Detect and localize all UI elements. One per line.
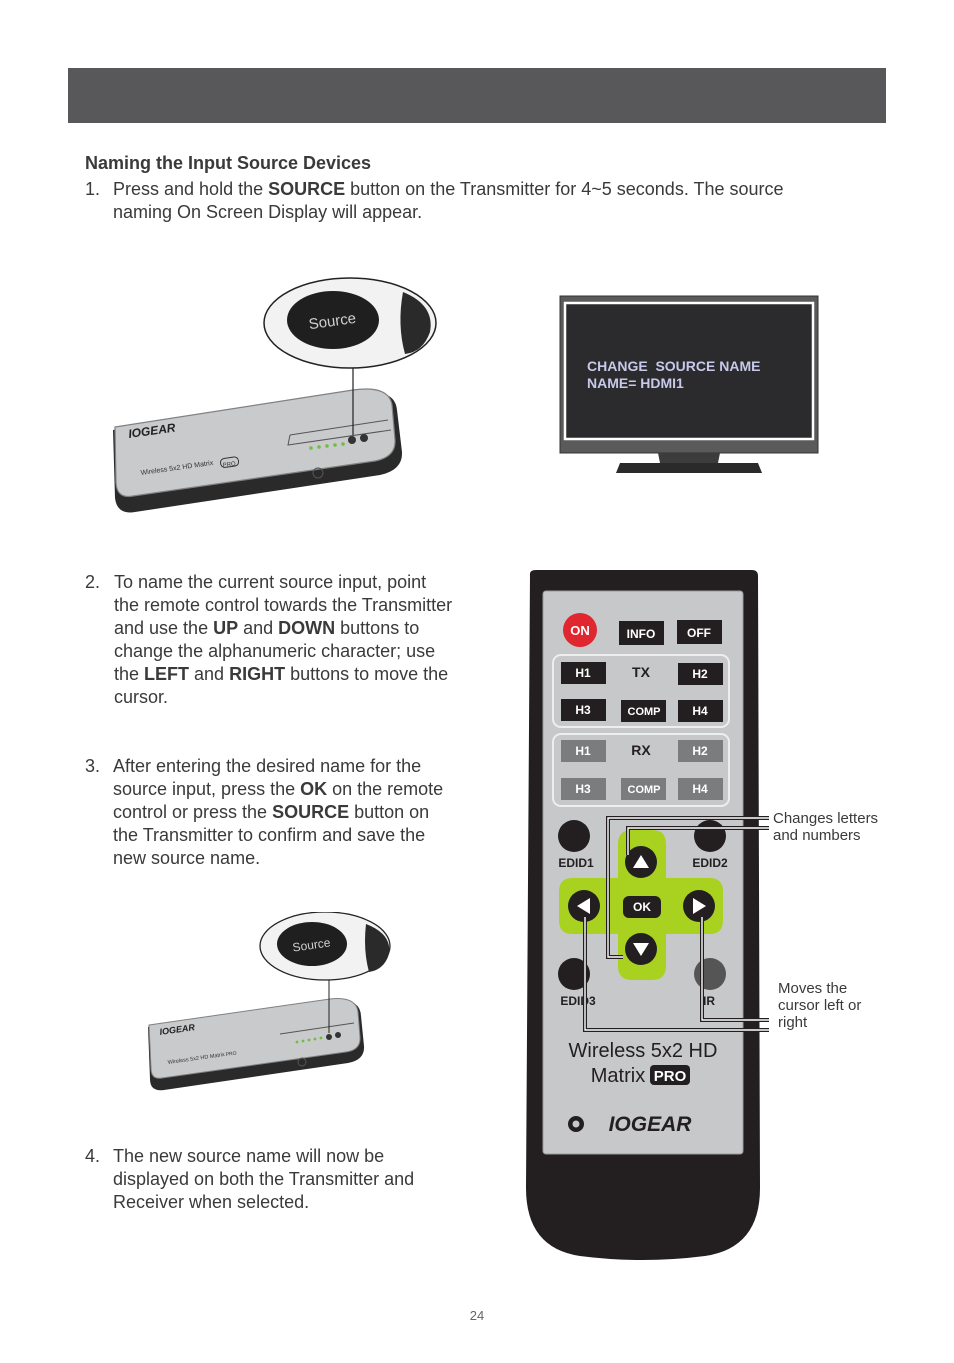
step-4-text <box>85 1145 445 1214</box>
device-brand: IOGEAR <box>127 420 177 441</box>
tx-h2-label: H2 <box>692 667 708 681</box>
step-keyword: SOURCE <box>268 179 346 199</box>
off-button-label: OFF <box>687 626 711 640</box>
step-text-run: buttons to change the alphanumeric character; use the <box>114 618 436 684</box>
remote-product-line-2: Matrix <box>590 1065 646 1087</box>
edid1-button <box>558 820 590 852</box>
tx-h1-label: H1 <box>575 666 591 680</box>
step-keyword: DOWN <box>278 618 336 638</box>
rx-h1-label: H1 <box>575 744 591 758</box>
osd-display <box>587 358 760 392</box>
osd-line-1: CHANGE SOURCE NAME <box>587 358 761 374</box>
rx-h3-label: H3 <box>575 782 591 796</box>
step-text-run: and <box>238 618 279 638</box>
section-title: Naming the Input Source Devices <box>85 153 372 173</box>
info-button-label: INFO <box>626 627 656 641</box>
step-1-number: 1. <box>85 179 101 199</box>
callout-left-right: Moves the cursor left or right <box>778 980 862 1031</box>
step-1 <box>85 178 845 224</box>
rx-h2-label: H2 <box>692 744 708 758</box>
rx-comp-label: COMP <box>627 784 661 796</box>
device-model-label: Wireless 5x2 HD Matrix <box>140 459 214 477</box>
edid1-label: EDID1 <box>558 856 594 870</box>
tx-h4-label: H4 <box>692 704 708 718</box>
device-pro-badge: PRO <box>222 461 237 469</box>
step-4-number: 4. <box>85 1146 101 1166</box>
step-2-number: 2. <box>85 572 101 592</box>
edid2-button <box>694 820 726 852</box>
tx-h3-label: H3 <box>575 703 591 717</box>
step-text-run: To name the current source input, point the remote control towards the Transmitter and use the <box>114 572 453 638</box>
remote-control <box>520 568 765 1263</box>
page-number: 24 <box>469 1308 485 1323</box>
step-keyword: SOURCE <box>272 802 350 822</box>
edid2-label: EDID2 <box>692 856 728 870</box>
header-bar <box>68 68 886 123</box>
step-1-text <box>85 178 845 224</box>
step-4 <box>85 1145 445 1214</box>
step-text-run: buttons to move the cursor. <box>114 664 449 707</box>
step-text-run: on the remote control or press the <box>113 779 444 822</box>
step-text-run: button on the Transmitter for 4~5 seconds. The source naming On Screen Display will appear. <box>113 179 784 222</box>
device-source-button <box>360 434 368 442</box>
remote-product-line-1: Wireless 5x2 HD <box>568 1040 718 1062</box>
ok-button-label: OK <box>633 900 651 914</box>
tx-comp-label: COMP <box>627 706 661 718</box>
remote-pro-badge-label: PRO <box>653 1068 687 1085</box>
on-button-label: ON <box>570 623 590 638</box>
remote-brand: IOGEAR <box>608 1113 692 1136</box>
step-3 <box>85 755 455 870</box>
step-3-text <box>85 755 455 870</box>
step-keyword: LEFT <box>144 664 190 684</box>
step-keyword: UP <box>213 618 239 638</box>
edid3-label: EDID3 <box>560 994 596 1008</box>
step-text-run: and <box>189 664 230 684</box>
transmitter-illustration-1 <box>105 270 440 520</box>
ir-label: IR <box>703 994 715 1008</box>
step-text-run: The new source name will now be displayed on both the Transmitter and Receiver when selected. <box>113 1146 415 1212</box>
transmitter-illustration-2 <box>140 912 400 1097</box>
device-pro-badge-2: PRO <box>225 1050 238 1058</box>
step-2-text <box>85 571 455 709</box>
source-button-label: Source <box>307 309 358 334</box>
rx-label: RX <box>631 742 651 758</box>
step-text-run: Press and hold the <box>113 179 269 199</box>
step-keyword: OK <box>300 779 328 799</box>
tx-label: TX <box>632 664 650 680</box>
osd-line-2: NAME= HDMI1 <box>587 375 684 391</box>
step-3-number: 3. <box>85 756 101 776</box>
step-text-run: After entering the desired name for the source input, press the <box>113 756 422 799</box>
step-text-run: button on the Transmitter to confirm and save the new source name. <box>113 802 430 868</box>
edid3-button <box>558 958 590 990</box>
device-button-1 <box>348 436 356 444</box>
rx-h4-label: H4 <box>692 782 708 796</box>
step-2 <box>85 571 455 709</box>
ir-sensor <box>694 958 726 990</box>
source-button-label-2: Source <box>291 935 332 955</box>
device-brand-2: IOGEAR <box>158 1022 196 1037</box>
device-model-label-2: Wireless 5x2 HD Matrix <box>167 1052 226 1066</box>
step-keyword: RIGHT <box>229 664 286 684</box>
callout-up-down: Changes letters and numbers <box>773 810 879 844</box>
